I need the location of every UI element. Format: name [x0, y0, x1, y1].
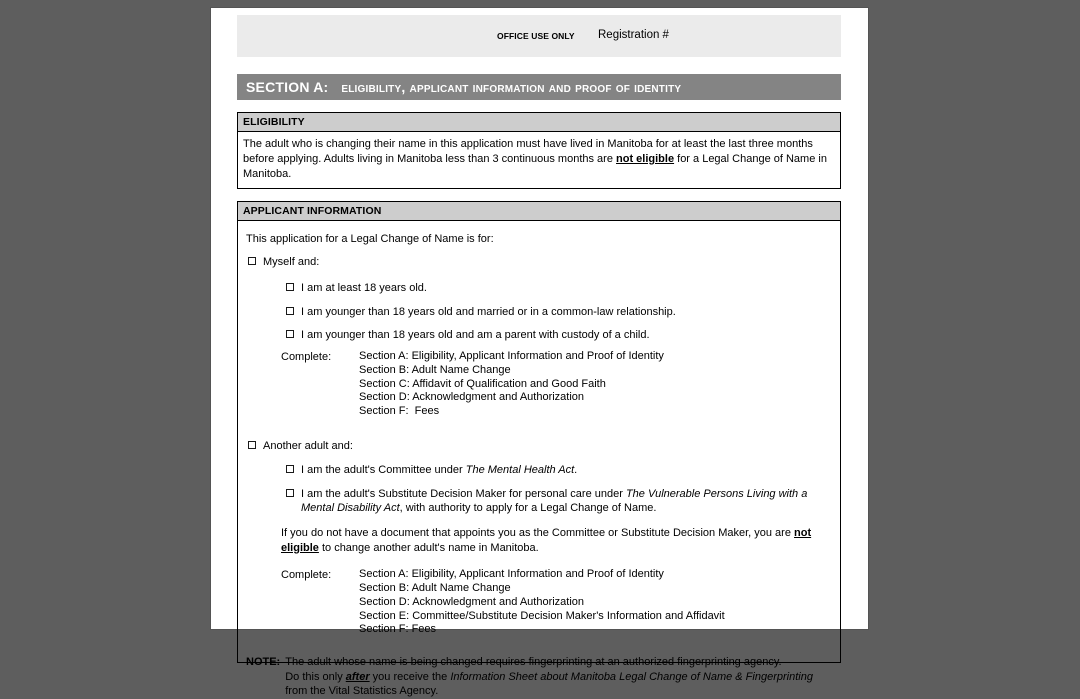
note-information-sheet-title: Information Sheet about Manitoba Legal Change of Name & Fingerprinting: [450, 670, 813, 683]
section-a-header: [237, 74, 841, 100]
sdm-act-name: The Vulnerable Persons Living with a Mental Disability Act: [301, 487, 808, 514]
complete-item: Section B: Adult Name Change: [359, 582, 511, 595]
note-line1: The adult whose name is being changed requires fingerprinting at an authorized fingerprinting agency.: [285, 656, 782, 669]
checkbox-icon-another-adult[interactable]: [248, 441, 256, 449]
complete-item: Section F: Fees: [359, 405, 440, 418]
checkbox-row-under-18-parent[interactable]: [286, 328, 834, 342]
complete-item: Section C: Affidavit of Qualification and Good Faith: [359, 377, 606, 390]
sdm-text-part2: , with authority to apply for a Legal Change of Name.: [399, 501, 657, 514]
checkbox-icon-under-18-parent[interactable]: [286, 330, 294, 338]
note-line2-part1: Do this only: [285, 670, 346, 683]
checkbox-row-another-adult[interactable]: [248, 439, 834, 453]
complete-item: Section D: Acknowledgment and Authorization: [359, 595, 585, 608]
note-line2-part2: you receive the: [369, 670, 451, 683]
office-use-only-label: OFFICE USE ONLY: [497, 31, 575, 41]
document-page: [211, 8, 868, 698]
section-a-title: eligibility, applicant information and proof of identity: [341, 79, 682, 95]
checkbox-label-another-adult: Another adult and:: [263, 439, 353, 452]
committee-note-part2: to change another adult's name in Manitoba.: [318, 541, 539, 554]
applicant-information-body: [238, 221, 840, 698]
checkbox-icon-at-least-18[interactable]: [286, 283, 294, 291]
complete-item: Section D: Acknowledgment and Authorization: [359, 391, 585, 404]
committee-requirement-note: [281, 526, 833, 555]
complete-item: Section B: Adult Name Change: [359, 363, 511, 376]
note-emphasis-after: after: [345, 670, 370, 683]
eligibility-text: [243, 137, 835, 182]
committee-note-part1: If you do not have a document that appoints you as the Committee or Substitute Decision Maker, you are: [281, 527, 795, 540]
complete-list-myself: [281, 350, 834, 419]
applicant-information-block: [237, 201, 841, 698]
complete-item: Section A: Eligibility, Applicant Information and Proof of Identity: [359, 568, 664, 581]
complete-label-another-adult: Complete:: [281, 569, 332, 582]
eligibility-body: [238, 132, 840, 188]
committee-text-part2: .: [574, 464, 578, 477]
applicant-information-heading: APPLICANT INFORMATION: [238, 202, 840, 221]
checkbox-label-under-18-married: I am younger than 18 years old and married or in a common-law relationship.: [301, 305, 676, 318]
checkbox-label-under-18-parent: I am younger than 18 years old and am a parent with custody of a child.: [301, 328, 650, 341]
note-label: NOTE:: [246, 656, 281, 669]
complete-list-another-adult: [281, 568, 834, 637]
application-for-intro: This application for a Legal Change of Name is for:: [246, 232, 494, 245]
fingerprinting-note: [246, 655, 834, 699]
committee-text-part1: I am the adult's Committee under: [301, 464, 466, 477]
complete-item: Section A: Eligibility, Applicant Information and Proof of Identity: [359, 350, 664, 363]
eligibility-emphasis: not eligible: [616, 152, 675, 165]
complete-items-another-adult: [359, 568, 725, 637]
checkbox-label-at-least-18: I am at least 18 years old.: [301, 282, 427, 295]
note-line2-part3: from the Vital Statistics Agency.: [285, 685, 439, 698]
complete-item: Section F: Fees: [359, 623, 437, 636]
eligibility-text-part2: for a Legal Change of Name in Manitoba.: [243, 152, 827, 180]
checkbox-label-myself: Myself and:: [263, 256, 320, 269]
page-content: [237, 15, 841, 698]
committee-note-emphasis: not eligible: [281, 527, 812, 554]
committee-act-name: The Mental Health Act: [465, 464, 575, 477]
checkbox-icon-myself[interactable]: [248, 257, 256, 265]
eligibility-block: [237, 112, 841, 189]
eligibility-heading: ELIGIBILITY: [238, 113, 840, 132]
eligibility-text-part1: The adult who is changing their name in this application must have lived in Manitoba for at least the last three months before applying. Adults living in Manitoba less than 3 continuous months are: [243, 138, 813, 165]
checkbox-row-at-least-18[interactable]: [286, 281, 834, 295]
checkbox-label-committee: [301, 463, 577, 477]
section-a-label: SECTION A:: [246, 79, 329, 95]
checkbox-row-substitute-decision-maker[interactable]: [286, 487, 834, 516]
checkbox-row-committee[interactable]: [286, 463, 834, 477]
checkbox-row-under-18-married[interactable]: [286, 305, 834, 319]
checkbox-label-substitute-decision-maker: [301, 487, 834, 516]
complete-items-myself: [359, 350, 664, 419]
checkbox-row-myself[interactable]: [248, 255, 834, 269]
complete-item: Section E: Committee/Substitute Decision Maker's Information and Affidavit: [359, 609, 725, 622]
checkbox-icon-under-18-married[interactable]: [286, 307, 294, 315]
complete-label-myself: Complete:: [281, 351, 332, 364]
sdm-text-part1: I am the adult's Substitute Decision Maker for personal care under: [301, 487, 626, 500]
checkbox-icon-substitute-decision-maker[interactable]: [286, 489, 294, 497]
registration-number-label: Registration #: [598, 29, 669, 41]
note-text: [285, 655, 832, 699]
checkbox-icon-committee[interactable]: [286, 465, 294, 473]
office-use-band: [237, 15, 841, 57]
